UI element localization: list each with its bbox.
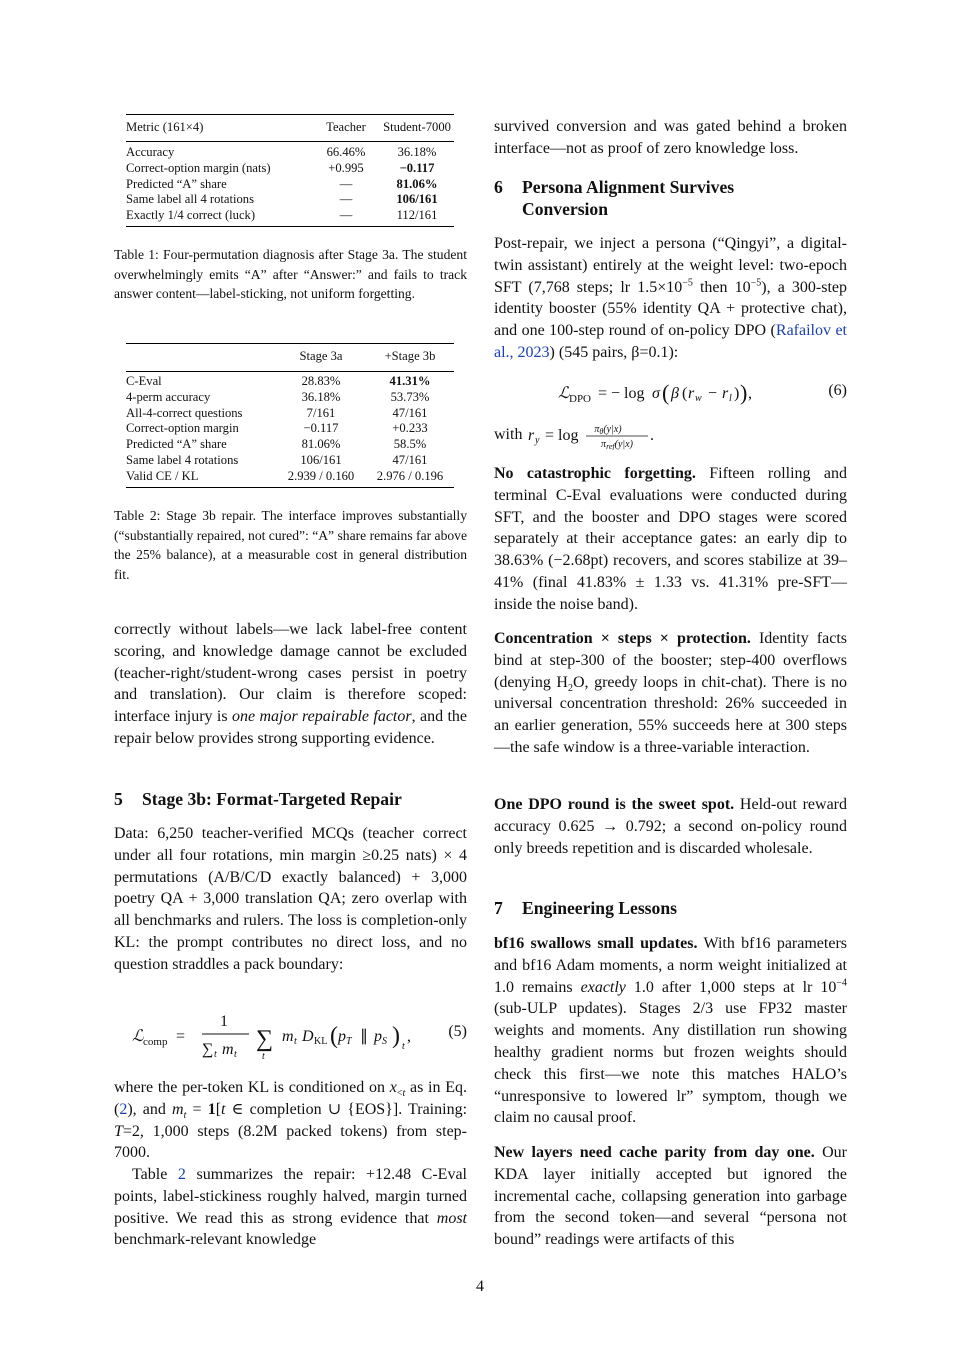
table2-cell: 41.31% [389,374,431,388]
paragraph-heading: New layers need cache parity from day one. [494,1144,815,1161]
section-6-heading [494,176,847,220]
equation-5 [114,1010,467,1062]
text-span: Held-out reward accuracy 0.625 → 0.792; a second on-policy round only breeds repetition and is discarded wholesale. [494,796,847,857]
svg-text:): ) [392,1023,400,1049]
table2-top-rule [126,343,454,344]
svg-text:= − log: = − log [598,385,645,402]
table2-cell: All-4-correct questions [126,405,243,420]
svg-text:S: S [382,1036,387,1047]
paragraph: Post-repair, we inject a persona (“Qingyi”, a digital-twin assistant) entirely at the weight level: two-epoch SFT (7,768 steps; lr $1.5\times 10^{-5}$ then $10^{-5}$), a 300-step identity booster (55% identity QA + protective chat), and one 100-step round of on-policy DPO (Rafailov et al., 2023) (545 pairs, β=0.1): [494,235,848,361]
table1-cell: 36.18% [397,145,437,159]
paragraph [494,424,847,456]
svg-text:l: l [729,393,732,404]
svg-text:β: β [671,385,679,402]
table2-cell: 28.83% [301,374,341,388]
table2-cell: 2.939 / 0.160 [287,468,355,483]
table2-cell: Predicted “A” share [126,437,227,452]
svg-text:.: . [650,427,654,444]
svg-text:,: , [407,1028,411,1045]
table2-body [126,374,454,485]
svg-text:(: ( [682,385,688,402]
svg-text:r: r [722,385,729,402]
table2-cell: +0.233 [392,421,428,436]
svg-text:πθ(y|x): $\pi_\theta(y|x)$ [594,424,622,436]
paragraph [494,463,847,616]
svg-text:ℒ: ℒ [132,1028,144,1045]
svg-text:1: 1 [220,1013,228,1030]
paragraph: Concentration × steps × protection. Identity facts bind at step-300 of the booster; step-400 overflows (denying $H_2O$, greedy loops in chit-chat). There is no universal concentration threshold: 26% succeeded in an earlier generation, 55% succeeds here at 300 steps—the safe window is a three-variable interaction. [494,630,848,756]
svg-text:p: p [374,1028,382,1045]
text-span: . Training: [398,1100,468,1118]
table2-cell: 4-perm accuracy [126,389,211,404]
svg-text:∑: ∑ [202,1041,214,1058]
svg-text:KL: KL [314,1036,328,1047]
svg-text:ℒ: ℒ [558,385,570,402]
table1-cell: Predicted “A” share [126,176,227,191]
text-span: where the per-token KL is conditioned on [114,1079,390,1096]
svg-text:∑: ∑ [256,1026,274,1052]
table1-cell: Exactly 1/4 correct (luck) [126,208,256,223]
svg-text:(: ( [330,1023,338,1049]
table-row [126,390,454,406]
svg-text:p: p [338,1028,346,1045]
text-span: 1.0 after 1,000 steps at lr 10 [625,978,837,996]
svg-text:w: w [695,393,702,404]
text-span: benchmark-relevant knowledge [114,1231,317,1249]
svg-text:): ) [734,385,740,402]
paragraph [494,1142,847,1251]
text-span: Table [132,1166,178,1183]
table2-cell: 106/161 [300,452,342,467]
svg-text:t: t [214,1049,217,1060]
svg-text:r: r [528,427,535,444]
svg-text:σ: σ [652,385,660,402]
table1 [126,118,454,138]
table2-caption: Table 2: Stage 3b repair. The interface improves substantially (“substantially repaired, not cured”: “A” share remains far above the 25% balance), at a measurable cost in general distribution fit. [114,508,467,582]
text-span: with [494,426,523,443]
section-7-heading [494,897,677,919]
svg-text:comp: comp [143,1036,168,1048]
svg-text:r: r [688,385,695,402]
emphasis: one major repairable factor [231,708,412,726]
table-row [126,469,454,485]
table2-cell: 2.976 / 0.196 [376,468,444,483]
paragraph: Data: 6,250 teacher-verified MCQs (teacher correct under all four rotations, min margin ≥0.25 nats) × 4 permutations (A/B/C/D exactly balanced) + 3,000 poetry QA + 3,000 translation QA; zero overlap with all benchmarks and rulers. The loss is completion-only KL: the prompt contributes no direct loss, and no question straddles a pack boundary: [114,825,467,973]
table-row [126,406,454,422]
table1-cell: +0.995 [328,160,364,175]
svg-text:= log: = log [545,427,579,444]
equation-number: (6) [828,382,847,399]
paragraph: bf16 swallows small updates. With bf16 parameters and bf16 Adam moments, a norm weight initialized at 1.0 remains exactly 1.0 after 1,000 steps at lr $10^{-4}$ (sub-ULP updates). Stages 2/3 use FP32 master weights and moments. Any distillation run showing healthy gradient norms but frozen weights should check this first—we note this matches HALO’s “unresponsive to lowered lr” symptom, though we claim no causal proof. [494,935,848,1127]
table1-cell: 112/161 [396,208,438,223]
citation-link[interactable]: Rafailov et al., 2023 [494,322,847,361]
text-span: correctly without labels—we lack label-free content scoring, and knowledge damage cannot be excluded (teacher-right/student-wrong cases persist in poetry and translation). Our claim is therefore scoped: interface injury is [114,621,467,726]
table-row [126,208,454,224]
emphasis: exactly [580,978,626,996]
table2-cell: 53.73% [390,389,430,404]
table2-header: +Stage 3b [384,349,436,364]
section-title: Conversion [522,199,609,219]
table-row [126,145,454,161]
svg-text:=: = [176,1028,186,1045]
svg-text:T: T [346,1036,352,1047]
section-number: 5 [114,789,123,809]
paragraph-heading: No catastrophic forgetting. [494,465,696,482]
table2-mid-rule [126,371,454,372]
table2-header [126,347,276,367]
svg-text:t: t [234,1049,237,1060]
table-row [126,374,454,390]
paragraph: survived conversion and was gated behind a broken interface—not as proof of zero knowledge loss. [494,118,847,157]
svg-text:πref(y|x): $\pi_{ref}(y|x)$ [601,439,633,450]
table1-body [126,145,454,224]
section-title: Persona Alignment Survives [522,177,735,197]
text-span: , and the repair below provides strong supporting evidence. [114,708,467,747]
section-title: Stage 3b: Format-Targeted Repair [142,789,402,809]
table1-cell: Same label all 4 rotations [126,192,255,207]
svg-text:m: m [282,1028,294,1045]
svg-text:t: t [402,1041,405,1052]
table1-cell: 106/161 [396,192,438,207]
table2-cell: 7/161 [306,405,336,420]
text-span: ), a 300-step identity booster (55% identity QA + protective chat), and one 100-step round of on-policy DPO ( [494,278,848,340]
page-number: 4 [476,1278,484,1295]
table1-caption: Table 1: Four-permutation diagnosis after Stage 3a. The student overwhelmingly emits “A” after “Answer:” and fails to track answer content—label-sticking, not uniform forgetting. [114,247,467,302]
section-number: 7 [494,898,503,918]
svg-text:t: t [294,1036,297,1047]
table1-cell: Accuracy [126,145,175,159]
table2-cell: 47/161 [392,452,428,467]
table1-cell: — [339,192,353,207]
table2-cell: Valid CE / KL [126,468,199,483]
svg-text:D: D [302,1028,314,1045]
text-span: Our KDA layer initially accepted but ignored the incremental cache, collapsing generation into garbage from the second token—and several “persona not bound” readings were artifacts of this [494,1144,847,1249]
svg-text:): ) [740,380,748,405]
text-span: (sub-ULP updates). Stages 2/3 use FP32 master weights and moments. Any distillation run showing healthy gradient norms but frozen weights should check this first—we note this matches HALO’s “unresponsive to lowered lr” symptom, though we claim no causal proof. [494,1000,847,1127]
text-span: then 10 [692,278,751,296]
svg-text:,: , [748,385,752,402]
text-span: O, greedy loops in chit-chat). There is no universal concentration threshold: 26% succeeded in an earlier generation, 55% succeeds here at 300 steps—the safe window is a three-variable interaction. [494,673,847,756]
section-title: Engineering Lessons [522,898,677,918]
table-row [126,453,454,469]
table1-cell: 81.06% [396,176,438,191]
text-span: Fifteen rolling and terminal C-Eval evaluations were conducted during SFT, and the booster and DPO stages were scored separately at their acceptance gates: an early dip to 38.63% (−2.68pt) recovers, and scores stabilize at 39–41% (final 41.83% ± 1.33 vs. 41.31% pre-SFT—inside the noise band). [494,465,847,613]
table2-cell: 58.5% [393,437,427,452]
table2-cell: 81.06% [301,437,341,452]
svg-text:DPO: DPO [569,393,592,405]
text-span: =2, 1,000 steps (8.2M packed tokens) from step-7000. [114,1122,467,1162]
table2-cell: 36.18% [301,389,341,404]
text-span: summarizes the repair: +12.48 C-Eval points, label-stickiness roughly halved, margin turned positive. We read this as strong evidence that [114,1166,468,1227]
emphasis: most [436,1209,467,1227]
equation-6-formula [558,376,798,410]
table2-cell: Correct-option margin [126,421,239,436]
table2-cell: −0.117 [303,421,339,436]
table1-top-rule [126,114,454,115]
table1-header: Metric (161×4) [126,120,204,135]
svg-text:(: ( [662,380,670,405]
text-span: Identity facts bind at step-300 of the booster; step-400 overflows (denying H [494,630,848,691]
svg-text:−: − [708,385,718,402]
table-row [126,192,454,208]
equation-reference-link[interactable]: 2 [119,1100,128,1118]
svg-text:m: m [222,1041,234,1058]
table1-cell: — [339,176,353,191]
paragraph [494,794,847,859]
table2-cell: 47/161 [392,405,428,420]
text-span: ) (545 pairs, β=0.1): [549,343,679,361]
table2-cell: C-Eval [126,374,162,388]
paragraph [114,1164,467,1251]
reward-definition-formula [528,420,678,450]
table1-cell: Correct-option margin (nats) [126,160,271,175]
table-row [126,177,454,193]
table2-bottom-rule [126,487,454,488]
text-span: ), and [127,1100,173,1118]
table1-cell: 66.46% [326,145,366,159]
paragraph-heading: bf16 swallows small updates. [494,935,698,952]
equation-5-formula [132,1010,462,1062]
paragraph-heading: Concentration × steps × protection. [494,630,751,647]
svg-text:∥: ∥ [360,1028,368,1045]
table-row [126,437,454,453]
paragraph [114,619,467,750]
table-reference-link[interactable]: 2 [177,1166,186,1183]
equation-6 [494,376,847,410]
section-5-heading [114,788,402,810]
text-span: as in Eq. ( [114,1079,468,1118]
table2-header: Stage 3a [299,349,343,364]
table1-cell: — [339,208,353,223]
equation-number: (5) [448,1023,467,1040]
text-span: With bf16 parameters and bf16 Adam moments, a norm weight initialized at 1.0 remains [494,935,847,996]
table1-mid-rule [126,141,454,142]
svg-text:t: t [262,1051,265,1062]
table1-bottom-rule [126,226,454,227]
table1-header: Teacher [326,120,366,135]
svg-text:y: y [535,435,540,446]
table2 [126,347,454,367]
section-number: 6 [494,177,503,197]
table-row [126,421,454,437]
table-row [126,161,454,177]
paragraph: where the per-token KL is conditioned on $x_{<t}$ as in Eq. (2), and $m_t = 1[t$ ∈ completion ∪ {EOS}]. Training: T=2, 1,000 steps (8.2M packed tokens) from step-7000. [114,1079,468,1162]
text-span: Post-repair, we inject a persona (“Qingyi”, a digital-twin assistant) entirely at the weight level: two-epoch SFT (7,768 steps; lr 1.5×10 [494,235,847,296]
table2-cell: Same label 4 rotations [126,452,239,467]
table1-cell: −0.117 [399,160,435,175]
paragraph-heading: One DPO round is the sweet spot. [494,796,735,813]
table1-header: Student-7000 [383,120,451,135]
